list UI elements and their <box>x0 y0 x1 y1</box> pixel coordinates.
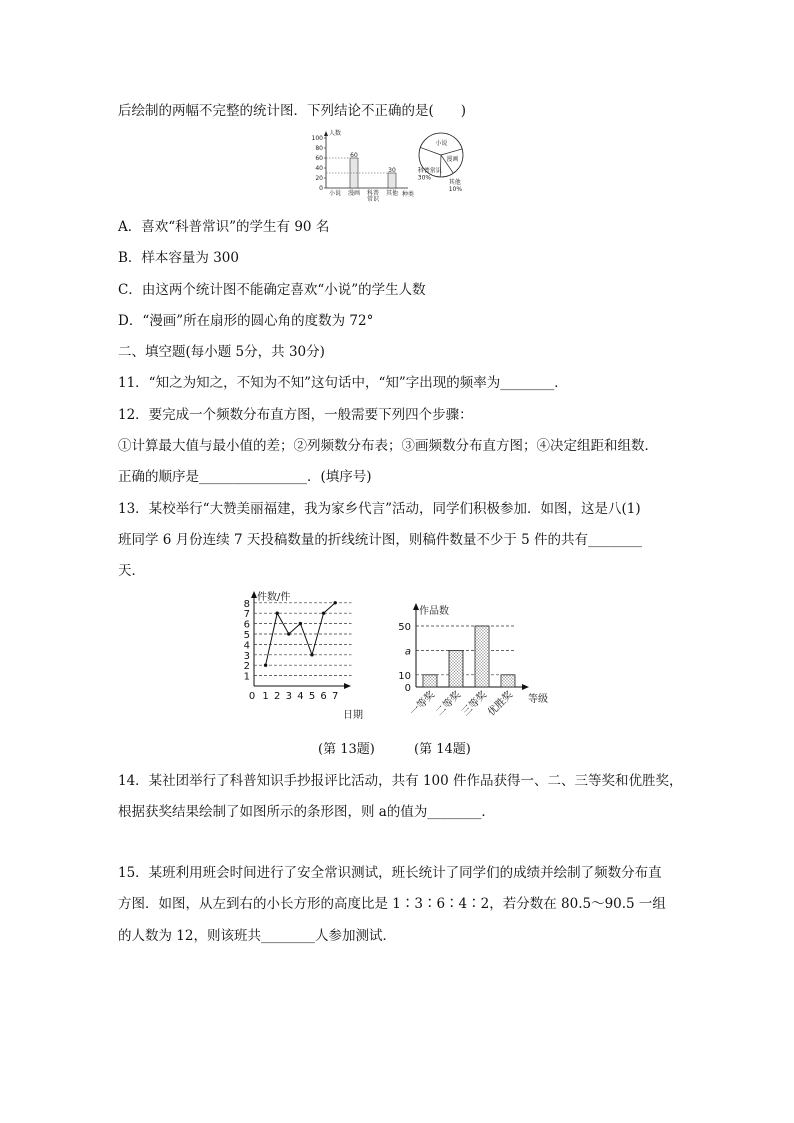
q14-bar <box>423 675 437 687</box>
q14-xlabel: 等级 <box>528 694 548 705</box>
question-stem-tail: 后绘制的两幅不完整的统计图．下列结论不正确的是( ) <box>118 103 467 119</box>
q14-category-label: 优胜奖 <box>486 689 516 719</box>
q13-xtick-label: 6 <box>320 691 327 702</box>
q10-ytick-label: 80 <box>315 145 323 152</box>
q13-ytick-label: 2 <box>243 661 250 673</box>
option-a: A．喜欢“科普常识”的学生有 90 名 <box>118 219 330 235</box>
q10-bar-chart <box>308 130 420 202</box>
q13-xtick-label: 2 <box>274 691 281 702</box>
q10-bar-value-label: 60 <box>350 152 358 159</box>
q10-ytick-label: 20 <box>315 175 323 182</box>
option-c: C．由这两个统计图不能确定喜欢“小说”的学生人数 <box>118 282 426 298</box>
option-b: B．样本容量为 300 <box>118 250 239 266</box>
question-11: 11．“知之为知之，不知为不知”这句话中，“知”字出现的频率为________． <box>118 375 568 391</box>
q13-xtick-label: 0 <box>248 691 256 702</box>
q13-data-point <box>287 632 290 635</box>
q13-x-arrow <box>344 683 351 689</box>
q13-data-point <box>299 622 302 625</box>
q10-pie-label: 其他 <box>448 178 461 186</box>
q13-ylabel: 件数/件 <box>257 592 291 603</box>
q13-xlabel: 日期 <box>343 710 363 721</box>
q14-category-label: 二等奖 <box>434 689 464 719</box>
q10-category-label-cont: 常识 <box>366 196 380 203</box>
q10-bar-y-arrow <box>324 131 328 136</box>
question-14-line1: 14．某社团举行了科普知识手抄报评比活动，共有 100 件作品获得一、二、三等奖和优胜奖， <box>118 773 683 789</box>
q10-ytick-label: 40 <box>315 165 323 172</box>
question-15-line2: 方图．如图，从左到右的小长方形的高度比是 1∶3∶6∶4∶2，若分数在 80.5～90.5 一组 <box>118 896 666 912</box>
q10-ytick-label: 60 <box>315 155 323 162</box>
q14-ylabel: 作品数 <box>419 606 449 617</box>
question-13-line2: 班同学 6 月份连续 7 天投稿数量的折线统计图，则稿件数量不少于 5 件的共有________ <box>118 532 643 548</box>
question-15-line3: 的人数为 12，则该班共________人参加测试． <box>118 928 396 944</box>
q13-xtick-label: 1 <box>262 691 269 702</box>
section-heading: 二、填空题(每小题 5分，共 30分) <box>118 344 325 360</box>
q14-bar <box>501 675 515 687</box>
option-d: D．“漫画”所在扇形的圆心角的度数为 72° <box>118 313 374 329</box>
q10-category-label: 科普 <box>366 190 380 197</box>
q14-category-label: 一等奖 <box>408 689 438 719</box>
q13-data-point <box>334 601 337 604</box>
caption-14: (第 14题) <box>414 742 471 757</box>
q10-pie-chart <box>415 132 495 202</box>
q10-pie-label: 漫画 <box>446 156 459 164</box>
q13-ytick-label: 6 <box>243 619 250 631</box>
q13-xtick-label: 7 <box>332 691 339 702</box>
q13-ytick-label: 7 <box>243 609 250 621</box>
q14-ytick-label: 50 <box>398 622 411 633</box>
q14-ytick-label: 10 <box>398 670 411 682</box>
q10-bar-xlabel: 种类 <box>402 191 415 198</box>
q10-bar <box>388 173 396 188</box>
q13-ytick-label: 1 <box>243 671 250 683</box>
q13-xtick-label: 4 <box>297 691 304 702</box>
q13-xtick-label: 3 <box>285 691 292 702</box>
q13-data-point <box>276 612 279 615</box>
q13-ytick-label: 8 <box>243 598 250 610</box>
q13-line-chart <box>240 588 375 724</box>
q13-ytick-label: 3 <box>243 650 250 662</box>
q13-data-point <box>322 612 325 615</box>
q10-pie-label: 小说 <box>435 139 448 147</box>
q10-ytick-label: 100 <box>311 135 323 142</box>
q10-pie-percent-label: 10% <box>448 185 463 193</box>
q10-bar-value-label: 30 <box>388 167 396 174</box>
caption-13: (第 13题) <box>318 742 375 757</box>
q14-ytick-label: a <box>404 646 411 658</box>
question-15-line1: 15．某班利用班会时间进行了安全常识测试，班长统计了同学们的成绩并绘制了频数分布直 <box>118 865 662 881</box>
q14-x-arrow <box>522 684 529 690</box>
q14-category-label: 三等奖 <box>460 689 490 719</box>
question-12-line2: ①计算最大值与最小值的差；②列频数分布表；③画频数分布直方图；④决定组距和组数． <box>118 438 658 454</box>
question-13-line1: 13．某校举行“大赞美丽福建，我为家乡代言”活动，同学们积极参加．如图，这是八(1) <box>118 501 641 517</box>
q13-xtick-label: 5 <box>308 691 316 702</box>
q14-bar <box>475 626 489 687</box>
q14-ytick-label: 0 <box>404 683 411 694</box>
question-12-line3: 正确的顺序是________________．(填序号) <box>118 469 372 485</box>
q10-pie-label: 科普常识 <box>417 167 442 175</box>
question-13-line3: 天． <box>118 563 145 579</box>
q13-data-point <box>264 664 267 667</box>
q10-bar-ylabel: 人数 <box>329 130 342 137</box>
q14-bar <box>449 650 463 687</box>
q10-category-label: 其他 <box>385 190 399 197</box>
q13-ytick-label: 5 <box>243 630 250 641</box>
question-12-line1: 12．要完成一个频数分布直方图，一般需要下列四个步骤： <box>118 407 473 423</box>
q13-data-point <box>310 653 313 656</box>
question-14-line2: 根据获奖结果绘制了如图所示的条形图，则 a的值为________． <box>118 804 495 820</box>
q13-ytick-label: 4 <box>243 640 250 652</box>
q10-pie-percent-label: 30% <box>417 174 432 182</box>
q10-ytick-label: 0 <box>319 185 323 192</box>
q10-category-label: 漫画 <box>347 190 361 197</box>
q14-bar-chart <box>392 600 577 735</box>
q10-category-label: 小说 <box>328 190 342 197</box>
